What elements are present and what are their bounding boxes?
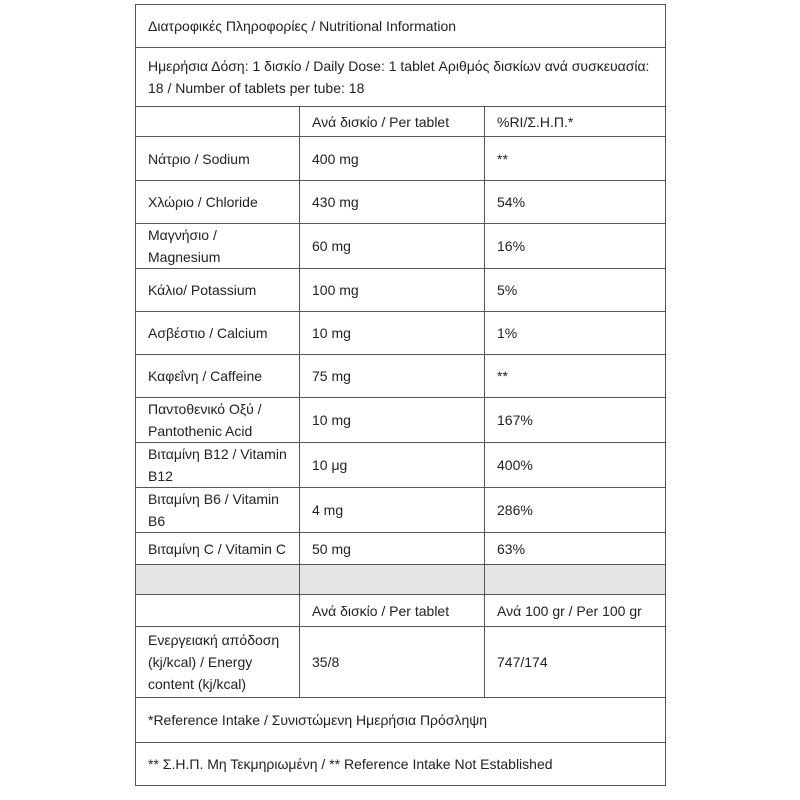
nutrient-amount: 400 mg	[300, 137, 485, 181]
column-header-row	[136, 107, 666, 137]
nutrient-name: Βιταμίνη C / Vitamin C	[136, 533, 300, 565]
table-row	[136, 312, 666, 355]
table-row	[136, 355, 666, 398]
nutrient-amount: 10 mg	[300, 398, 485, 443]
nutrient-ri: 63%	[485, 533, 666, 565]
daily-dose-text: Ημερήσια Δόση: 1 δισκίο / Daily Dose: 1 tablet Αριθμός δισκίων ανά συσκευασία: 18 / Number of tablets per tube: 18	[136, 48, 666, 107]
nutrient-ri: 54%	[485, 181, 666, 224]
table-row	[136, 137, 666, 181]
nutrient-amount: 100 mg	[300, 269, 485, 312]
footnote-ri-row	[136, 698, 666, 743]
nutrient-name: Βιταμίνη B12 / Vitamin B12	[136, 443, 300, 488]
table-row	[136, 398, 666, 443]
nutrient-name: Ασβέστιο / Calcium	[136, 312, 300, 355]
header-per-tablet: Ανά δισκίο / Per tablet	[300, 107, 485, 137]
spacer-cell	[485, 565, 666, 595]
energy-name: Ενεργειακή απόδοση (kj/kcal) / Energy content (kj/kcal)	[136, 627, 300, 698]
title-row	[136, 5, 666, 48]
nutrient-ri: 5%	[485, 269, 666, 312]
daily-dose-row	[136, 48, 666, 107]
spacer-row	[136, 565, 666, 595]
nutrient-amount: 430 mg	[300, 181, 485, 224]
nutrient-ri: 16%	[485, 224, 666, 269]
energy-row	[136, 627, 666, 698]
nutrient-amount: 75 mg	[300, 355, 485, 398]
footnote-not-established: ** Σ.Η.Π. Μη Τεκμηριωμένη / ** Reference Intake Not Established	[136, 743, 666, 786]
table-row	[136, 181, 666, 224]
energy-header-blank	[136, 595, 300, 627]
nutrient-ri: 286%	[485, 488, 666, 533]
nutrition-table	[135, 4, 666, 786]
nutrient-name: Παντοθενικό Οξύ / Pantothenic Acid	[136, 398, 300, 443]
nutrient-amount: 4 mg	[300, 488, 485, 533]
energy-header-per-100g: Ανά 100 gr / Per 100 gr	[485, 595, 666, 627]
spacer-cell	[136, 565, 300, 595]
energy-header-row	[136, 595, 666, 627]
nutrient-ri: **	[485, 355, 666, 398]
table-title: Διατροφικές Πληροφορίες / Nutritional Information	[136, 5, 666, 48]
spacer-cell	[300, 565, 485, 595]
nutrient-ri: 167%	[485, 398, 666, 443]
energy-header-per-tablet: Ανά δισκίο / Per tablet	[300, 595, 485, 627]
energy-per-tablet: 35/8	[300, 627, 485, 698]
nutrient-ri: 1%	[485, 312, 666, 355]
header-ri: %RI/Σ.Η.Π.*	[485, 107, 666, 137]
nutrient-name: Βιταμίνη B6 / Vitamin B6	[136, 488, 300, 533]
table-row	[136, 488, 666, 533]
energy-per-100g: 747/174	[485, 627, 666, 698]
footnote-not-established-row	[136, 743, 666, 786]
nutrient-name: Μαγνήσιο / Magnesium	[136, 224, 300, 269]
table-row	[136, 443, 666, 488]
footnote-reference-intake: *Reference Intake / Συνιστώμενη Ημερήσια Πρόσληψη	[136, 698, 666, 743]
header-blank-cell	[136, 107, 300, 137]
nutrient-ri: 400%	[485, 443, 666, 488]
table-row	[136, 533, 666, 565]
nutrient-name: Χλώριο / Chloride	[136, 181, 300, 224]
nutrient-amount: 50 mg	[300, 533, 485, 565]
nutrient-name: Νάτριο / Sodium	[136, 137, 300, 181]
nutrient-amount: 60 mg	[300, 224, 485, 269]
nutrient-ri: **	[485, 137, 666, 181]
table-row	[136, 224, 666, 269]
nutrient-name: Κάλιο/ Potassium	[136, 269, 300, 312]
table-row	[136, 269, 666, 312]
nutrient-amount: 10 μg	[300, 443, 485, 488]
nutrient-name: Καφεΐνη / Caffeine	[136, 355, 300, 398]
nutrient-amount: 10 mg	[300, 312, 485, 355]
